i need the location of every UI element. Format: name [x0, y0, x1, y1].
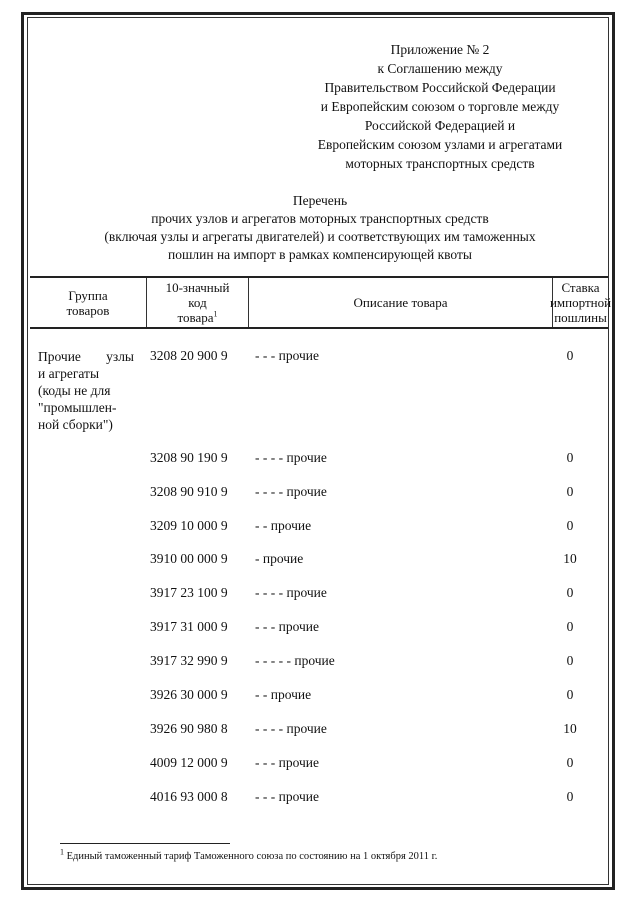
- row-rate: 0: [566, 348, 574, 363]
- header-group-line: товаров: [66, 302, 110, 318]
- table-row: [0, 687, 640, 705]
- row-description: - - - прочие: [255, 789, 319, 804]
- annex-line: моторных транспортных средств: [345, 156, 535, 171]
- annex-line: к Соглашению между: [377, 61, 503, 76]
- table-row: [0, 619, 640, 637]
- annex-line: Приложение № 2: [390, 42, 490, 57]
- header-code-line: код: [188, 295, 207, 310]
- table-row: [0, 484, 640, 502]
- table-row: [0, 721, 640, 739]
- row-description: - - прочие: [255, 518, 312, 533]
- group-label-line: ной сборки"): [38, 417, 113, 432]
- row-code: 3917 32 990 9: [150, 653, 228, 668]
- footnote-text: Единый таможенный тариф Таможенного союза по состоянию на 1 октября 2011 г.: [66, 851, 438, 862]
- list-title-line: пошлин на импорт в рамках компенсирующей квоты: [168, 247, 472, 262]
- row-code: 3910 00 000 9: [150, 551, 228, 566]
- header-rate-line: Ставка: [561, 280, 600, 295]
- group-label-word: Прочие: [38, 349, 81, 364]
- row-description: - - - - прочие: [255, 721, 327, 736]
- row-rate: 10: [563, 551, 577, 566]
- table-row: [0, 653, 640, 671]
- annex-line: Российской Федерацией и: [364, 118, 516, 133]
- row-rate: 0: [566, 585, 574, 600]
- table-row: [0, 551, 640, 569]
- footnote: [60, 847, 438, 862]
- footnote-marker: 1: [60, 847, 64, 857]
- row-description: - - - прочие: [255, 755, 319, 770]
- row-description: - - - прочие: [255, 348, 319, 363]
- row-rate: 0: [566, 755, 574, 770]
- row-code: 3917 31 000 9: [150, 619, 228, 634]
- annex-heading: [290, 40, 590, 173]
- group-label-word: узлы: [106, 349, 134, 364]
- header-rate-line: пошлины: [554, 310, 607, 325]
- row-description: - - - прочие: [255, 619, 319, 634]
- list-title-line: Перечень: [292, 193, 348, 208]
- row-code: 3926 90 980 8: [150, 721, 228, 736]
- table-row: [0, 450, 640, 468]
- header-description-label: Описание товара: [353, 295, 448, 310]
- row-code: 3208 90 190 9: [150, 450, 228, 465]
- row-description: - - - - прочие: [255, 585, 327, 600]
- row-code: 3917 23 100 9: [150, 585, 228, 600]
- table-row: [0, 518, 640, 536]
- group-label-line: (коды не для: [38, 383, 111, 398]
- row-code: 3926 30 000 9: [150, 687, 228, 702]
- row-description: - - прочие: [255, 687, 312, 702]
- table-row: [0, 585, 640, 603]
- header-code-line: товара: [177, 310, 214, 325]
- footnote-ref: 1: [213, 309, 218, 319]
- table-row: [0, 348, 640, 366]
- table-row: [0, 755, 640, 773]
- row-rate: 0: [566, 619, 574, 634]
- annex-line: Правительством Российской Федерации: [324, 80, 556, 95]
- row-rate: 0: [566, 687, 574, 702]
- header-code: [147, 278, 248, 327]
- row-description: - - - - прочие: [255, 450, 327, 465]
- row-description: - - - - прочие: [255, 484, 327, 499]
- group-label-line: "промышлен-: [38, 400, 117, 415]
- row-rate: 0: [566, 653, 574, 668]
- row-code: 3208 90 910 9: [150, 484, 228, 499]
- row-description: - прочие: [255, 551, 304, 566]
- row-rate: 0: [566, 518, 574, 533]
- row-code: 4009 12 000 9: [150, 755, 228, 770]
- list-title-line: прочих узлов и агрегатов моторных транспортных средств: [151, 211, 489, 226]
- list-title: [40, 192, 600, 264]
- header-code-line: 10-значный: [165, 280, 230, 295]
- table-row: [0, 789, 640, 807]
- row-rate: 10: [563, 721, 577, 736]
- footnote-rule: [60, 843, 230, 844]
- row-rate: 0: [566, 789, 574, 804]
- row-code: 3209 10 000 9: [150, 518, 228, 533]
- header-description: [249, 278, 552, 327]
- header-rate: [549, 278, 612, 327]
- row-code: 4016 93 000 8: [150, 789, 228, 804]
- row-rate: 0: [566, 484, 574, 499]
- header-rate-line: импортной: [549, 295, 612, 310]
- row-code: 3208 20 900 9: [150, 348, 228, 363]
- list-title-line: (включая узлы и агрегаты двигателей) и соответствующих им таможенных: [104, 229, 536, 244]
- table-header: [30, 276, 612, 329]
- header-group-line: Группа: [68, 287, 108, 303]
- annex-line: и Европейским союзом о торговле между: [320, 99, 560, 114]
- annex-line: Европейским союзом узлами и агрегатами: [317, 137, 563, 152]
- group-label-line: и агрегаты: [38, 366, 100, 381]
- row-description: - - - - - прочие: [255, 653, 335, 668]
- row-rate: 0: [566, 450, 574, 465]
- header-group: [30, 278, 146, 327]
